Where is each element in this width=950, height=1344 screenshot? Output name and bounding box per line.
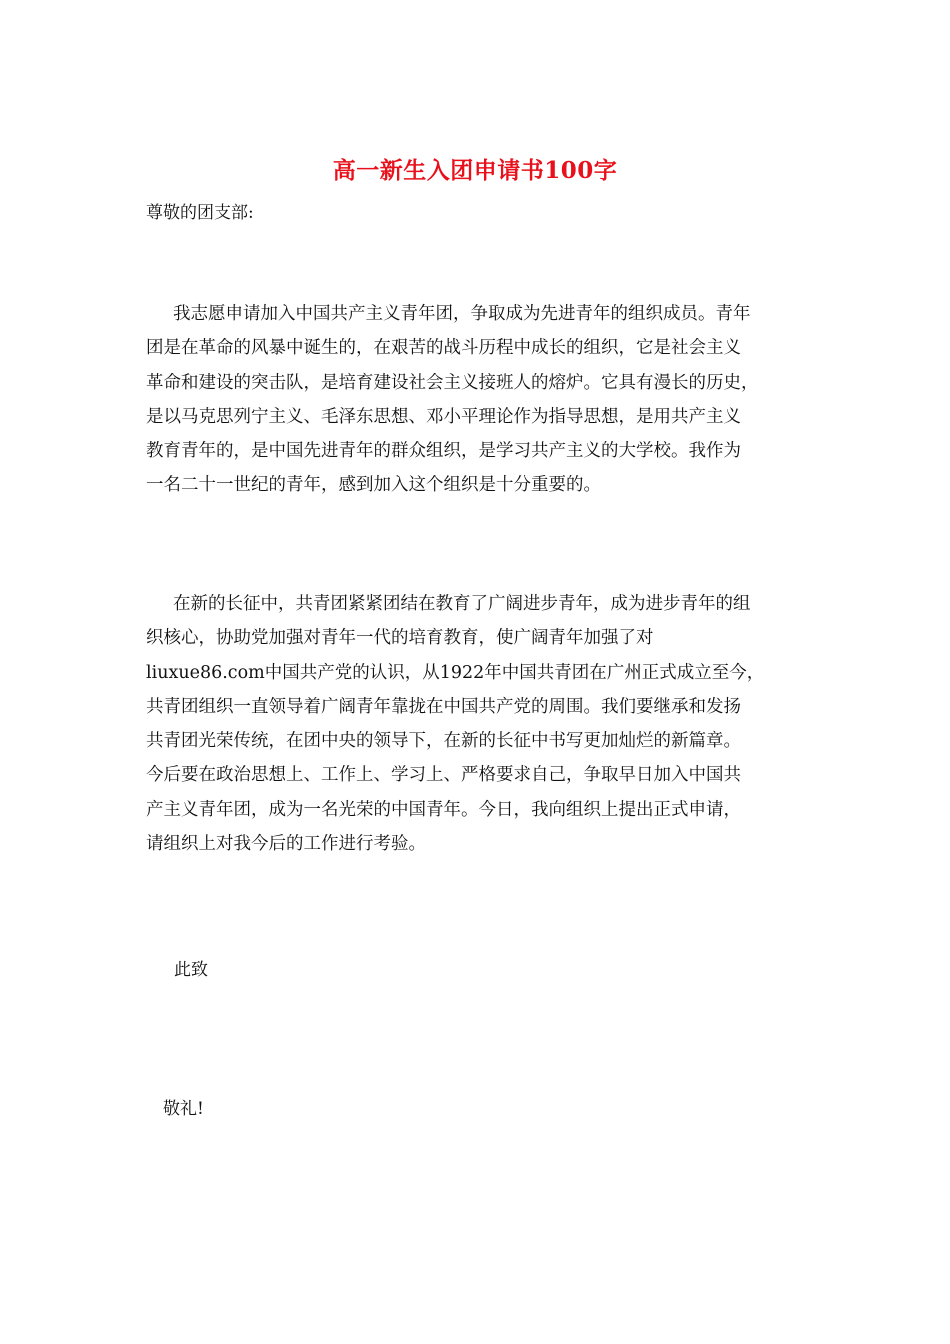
paragraph-2-line: liuxue86.com中国共产党的认识，从1922年中国共青团在广州正式成立至今，: [146, 662, 765, 683]
paragraph-2-line: 在新的长征中，共青团紧紧团结在教育了广阔进步青年，成为进步青年的组: [173, 594, 751, 614]
paragraph-2-line: 共青团组织一直领导着广阔青年靠拢在中国共产党的周围。我们要继承和发扬: [146, 696, 741, 717]
paragraph-2-line: 织核心，协助党加强对青年一代的培育教育，使广阔青年加强了对: [146, 628, 654, 649]
paragraph-2-line: 共青团光荣传统，在团中央的领导下，在新的长征中书写更加灿烂的新篇章。: [146, 731, 741, 752]
paragraph-2-line: 请组织上对我今后的工作进行考验。: [146, 834, 426, 855]
paragraph-1-line: 革命和建设的突击队，是培育建设社会主义接班人的熔炉。它具有漫长的历史，: [146, 372, 759, 393]
regards: 敬礼!: [163, 1099, 204, 1119]
paragraph-1-line: 我志愿申请加入中国共产主义青年团，争取成为先进青年的组织成员。青年: [173, 304, 751, 324]
paragraph-1-line: 教育青年的，是中国先进青年的群众组织，是学习共产主义的大学校。我作为: [146, 441, 741, 462]
document-title: 高一新生入团申请书100字: [332, 157, 618, 184]
closing: 此致: [174, 960, 208, 980]
paragraph-1: [146, 297, 806, 503]
paragraph-2-line: 产主义青年团，成为一名光荣的中国青年。今日，我向组织上提出正式申请，: [146, 799, 741, 820]
salutation: 尊敬的团支部:: [146, 203, 254, 223]
paragraph-2-line: 今后要在政治思想上、工作上、学习上、严格要求自己，争取早日加入中国共: [146, 765, 741, 786]
paragraph-1-line: 一名二十一世纪的青年，感到加入这个组织是十分重要的。: [146, 475, 601, 496]
paragraph-1-line: 团是在革命的风暴中诞生的，在艰苦的战斗历程中成长的组织，它是社会主义: [146, 338, 741, 359]
paragraph-1-line: 是以马克思列宁主义、毛泽东思想、邓小平理论作为指导思想，是用共产主义: [146, 406, 741, 427]
paragraph-2: [146, 587, 806, 861]
